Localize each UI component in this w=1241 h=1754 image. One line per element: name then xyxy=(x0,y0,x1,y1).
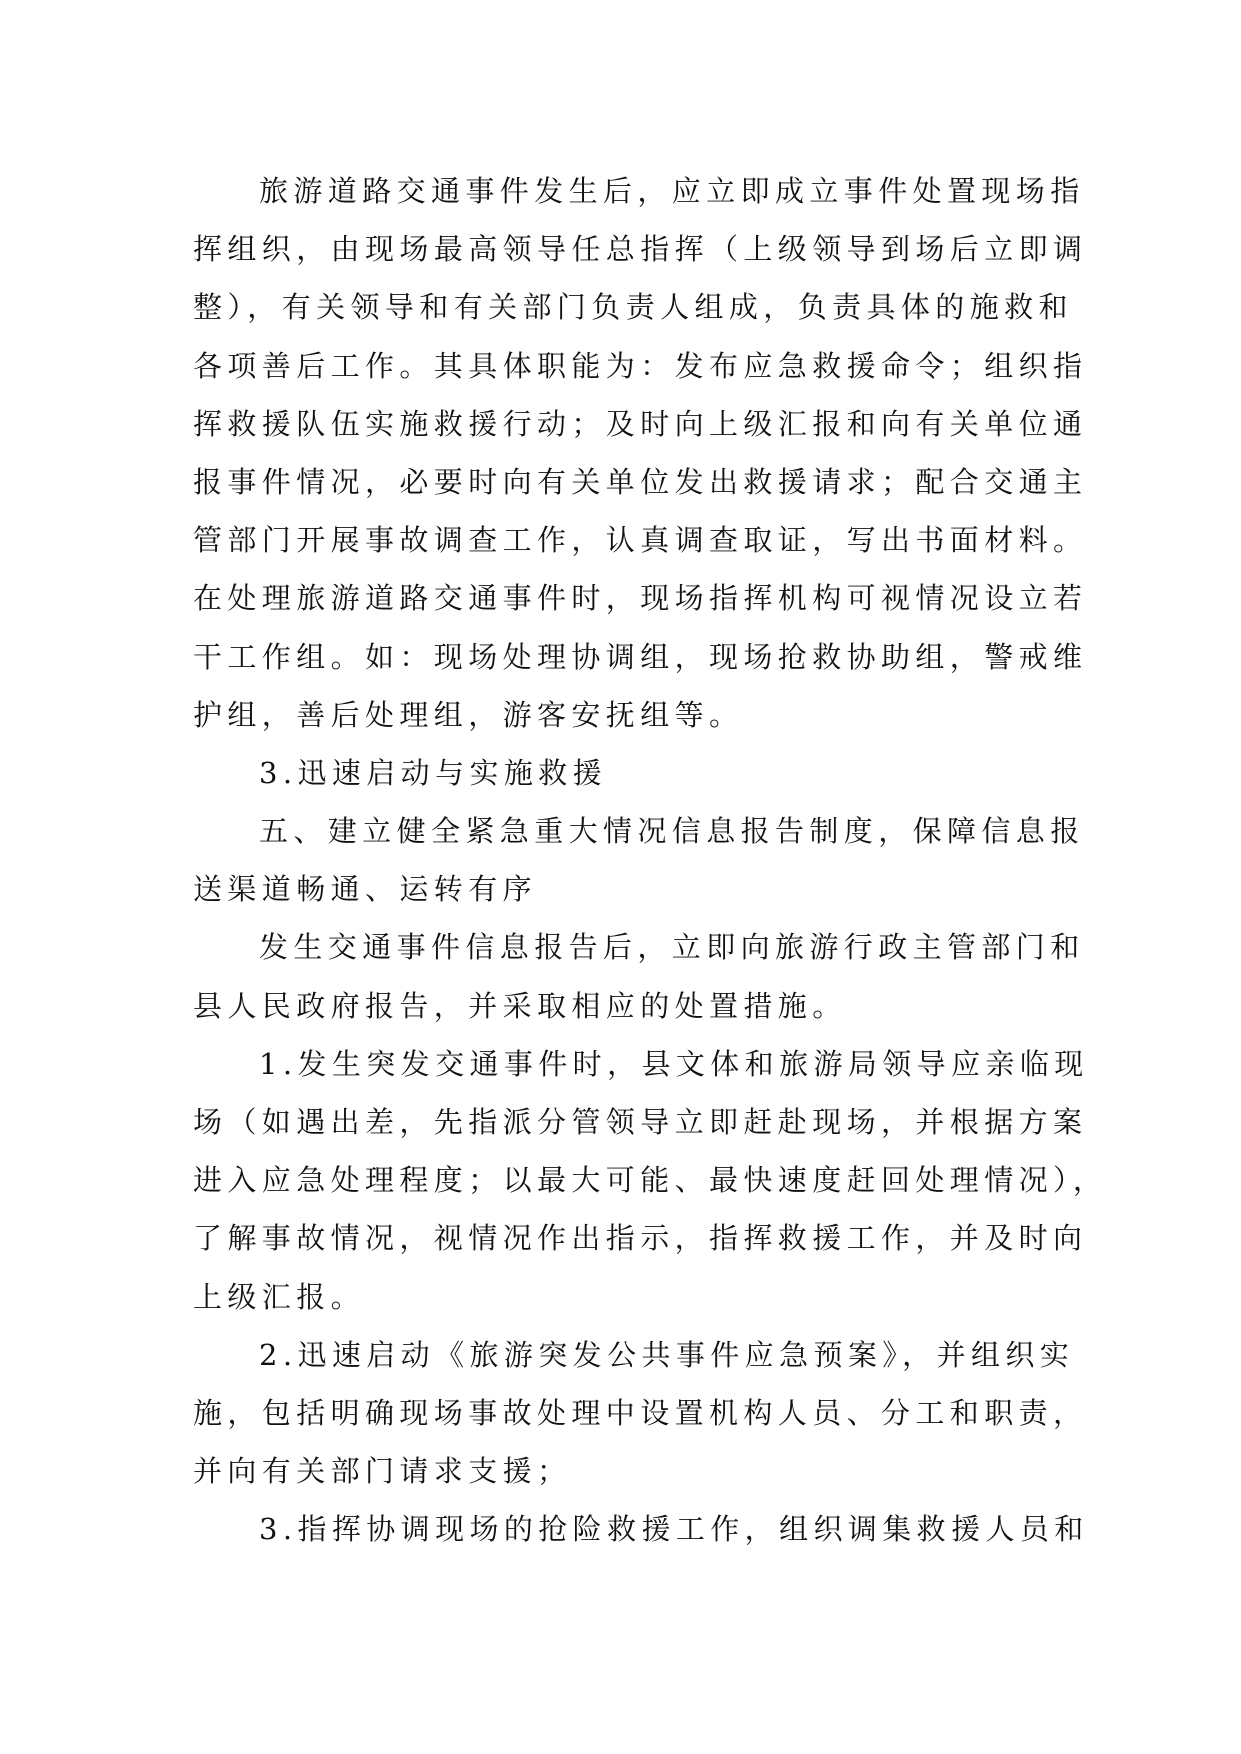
text-line: 干工作组。如：现场处理协调组，现场抢救协助组，警戒维 xyxy=(193,639,1088,674)
section-heading: 五、建立健全紧急重大情况信息报告制度，保障信息报 xyxy=(259,814,1085,849)
list-item-line: 并向有关部门请求支援； xyxy=(193,1454,572,1489)
text-line: 护组，善后处理组，游客安抚组等。 xyxy=(193,697,744,732)
list-item-line: 施，包括明确现场事故处理中设置机构人员、分工和职责， xyxy=(193,1395,1088,1430)
section-heading-continued: 送渠道畅通、运转有序 xyxy=(193,872,538,907)
list-item-line: 2.迅速启动《旅游突发公共事件应急预案》，并组织实 xyxy=(259,1337,1075,1372)
text-line: 挥组织，由现场最高领导任总指挥（上级领导到场后立即调 xyxy=(193,232,1088,267)
list-item-line: 场（如遇出差，先指派分管领导立即赶赴现场，并根据方案 xyxy=(193,1105,1088,1139)
text-line: 报事件情况，必要时向有关单位发出救援请求；配合交通主 xyxy=(193,464,1088,499)
list-item-line: 了解事故情况，视情况作出指示，指挥救援工作，并及时向 xyxy=(193,1221,1088,1256)
list-item-line: 上级汇报。 xyxy=(193,1279,366,1314)
text-line: 管部门开展事故调查工作，认真调查取证，写出书面材料。 xyxy=(193,523,1088,558)
document-body xyxy=(193,162,1108,1559)
list-item-line: 1.发生突发交通事件时，县文体和旅游局领导应亲临现 xyxy=(259,1046,1089,1081)
list-item-line: 进入应急处理程度；以最大可能、最快速度赶回处理情况）， xyxy=(193,1163,1108,1198)
text-line: 旅游道路交通事件发生后，应立即成立事件处置现场指 xyxy=(259,174,1085,208)
text-line: 各项善后工作。其具体职能为：发布应急救援命令；组织指 xyxy=(193,348,1088,383)
text-line: 县人民政府报告，并采取相应的处置措施。 xyxy=(193,988,847,1023)
section-heading: 3.迅速启动与实施救援 xyxy=(259,755,608,790)
text-line: 整），有关领导和有关部门负责人组成，负责具体的施救和 xyxy=(193,290,1073,325)
text-line: 挥救援队伍实施救援行动；及时向上级汇报和向有关单位通 xyxy=(193,406,1088,441)
list-item-line: 3.指挥协调现场的抢险救援工作，组织调集救援人员和 xyxy=(259,1512,1089,1547)
text-line: 在处理旅游道路交通事件时，现场指挥机构可视情况设立若 xyxy=(193,581,1088,616)
text-line: 发生交通事件信息报告后，立即向旅游行政主管部门和 xyxy=(259,930,1085,965)
